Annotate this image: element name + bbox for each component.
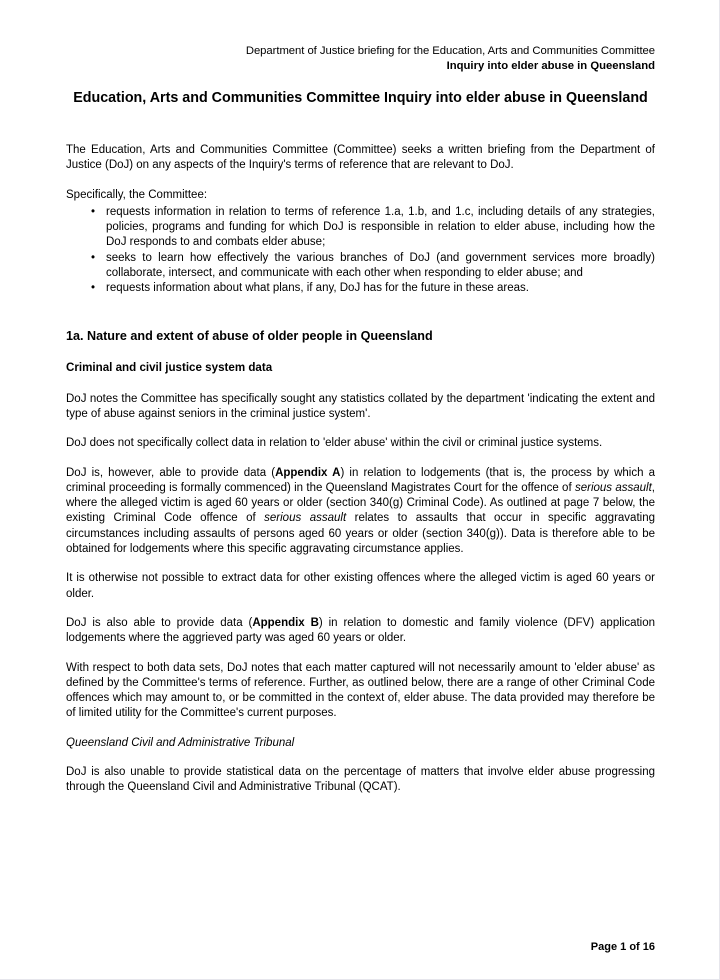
document-body xyxy=(66,143,655,796)
appendix-b-text-part-1: DoJ is also able to provide data ( xyxy=(66,616,253,629)
section-spacer xyxy=(66,311,655,328)
sub-heading-criminal-civil-data: Criminal and civil justice system data xyxy=(66,360,273,374)
header-line-secondary: Inquiry into elder abuse in Queensland xyxy=(446,60,655,72)
list-item xyxy=(66,281,655,296)
list-item xyxy=(66,251,655,282)
appendix-a-text-part-2: ) in relation to lodgements (that is, the process by which a criminal proceeding is formally commenced) in the Queensland Magistrates Court for the offence of xyxy=(66,466,655,494)
list-item-text: requests information about what plans, if any, DoJ has for the future in these areas. xyxy=(106,282,529,295)
appendix-a-reference: Appendix A xyxy=(275,466,341,479)
committee-request-list xyxy=(66,205,655,297)
appendix-b-text-part-2: ) in relation to domestic and family violence (DFV) application lodgements where the aggrieved party was aged 60 years or older. xyxy=(66,616,656,645)
qcat-heading: Queensland Civil and Administrative Tribunal xyxy=(66,736,295,749)
running-header xyxy=(66,44,655,74)
paragraph-appendix-a xyxy=(66,466,655,558)
paragraph-statistics-sought: DoJ notes the Committee has specifically sought any statistics collated by the department 'indicating the extent and type of abuse against seniors in the criminal justice system'. xyxy=(66,392,655,420)
bullet-lead-in: Specifically, the Committee: xyxy=(66,188,208,201)
appendix-a-text-part-3: , where the alleged victim is aged 60 years or older (section 340(g) Criminal Code). As outlined at page 7 below, the existing Criminal Code offence of xyxy=(66,481,655,525)
appendix-b-reference: Appendix B xyxy=(252,616,319,629)
appendix-a-text-part-1: DoJ is, however, able to provide data ( xyxy=(66,466,276,479)
header-line-primary: Department of Justice briefing for the Education, Arts and Communities Committee xyxy=(245,45,655,57)
appendix-a-text-part-4: relates to assaults that occur in specific aggravating circumstances including assaults of persons aged 60 years or older (section 340(g)). Data is therefore able to be obtained for lodgements where this specific aggravating circumstance applies. xyxy=(66,512,655,556)
bullet-icon: • xyxy=(91,251,96,264)
paragraph-no-elder-abuse-data: DoJ does not specifically collect data in relation to 'elder abuse' within the civil or criminal justice systems. xyxy=(66,437,603,450)
paragraph-data-limitations: With respect to both data sets, DoJ notes that each matter captured will not necessarily amount to 'elder abuse' as defined by the Committee's terms of reference. Further, as outlined below, there are a range of other Criminal Code offences which may amount to, or be committed in the context of, elder abuse. The data provided may therefore be of limited utility for the Committee's current purposes. xyxy=(66,661,655,720)
serious-assault-term-1: serious assault xyxy=(574,481,652,494)
paragraph-qcat-data: DoJ is also unable to provide statistical data on the percentage of matters that involve elder abuse progressing through the Queensland Civil and Administrative Tribunal (QCAT). xyxy=(66,766,655,794)
paragraph-appendix-b xyxy=(66,616,655,647)
list-item xyxy=(66,205,655,251)
list-item-text: requests information in relation to terms of reference 1.a, 1.b, and 1.c, including details of any strategies, policies, programs and funding for which DoJ is responsible in relation to elder abuse, including how the DoJ responds to and combats elder abuse; xyxy=(106,205,655,249)
list-item-text: seeks to learn how effectively the various branches of DoJ (and government services more broadly) collaborate, intersect, and communicate with each other when responding to elder abuse; and xyxy=(106,251,655,280)
page-title: Education, Arts and Communities Committee Inquiry into elder abuse in Queensland xyxy=(73,90,648,106)
paragraph-other-offences: It is otherwise not possible to extract data for other existing offences where the alleged victim is aged 60 years or older. xyxy=(66,572,655,600)
serious-assault-term-2: serious assault xyxy=(264,512,347,525)
section-heading-1a: 1a. Nature and extent of abuse of older people in Queensland xyxy=(66,328,433,343)
bullet-icon: • xyxy=(91,282,96,295)
bullet-icon: • xyxy=(91,205,96,218)
intro-paragraph: The Education, Arts and Communities Committee (Committee) seeks a written briefing from the Department of Justice (DoJ) on any aspects of the Inquiry's terms of reference that are relevant to DoJ. xyxy=(66,144,655,172)
page-footer: Page 1 of 16 xyxy=(590,941,655,953)
